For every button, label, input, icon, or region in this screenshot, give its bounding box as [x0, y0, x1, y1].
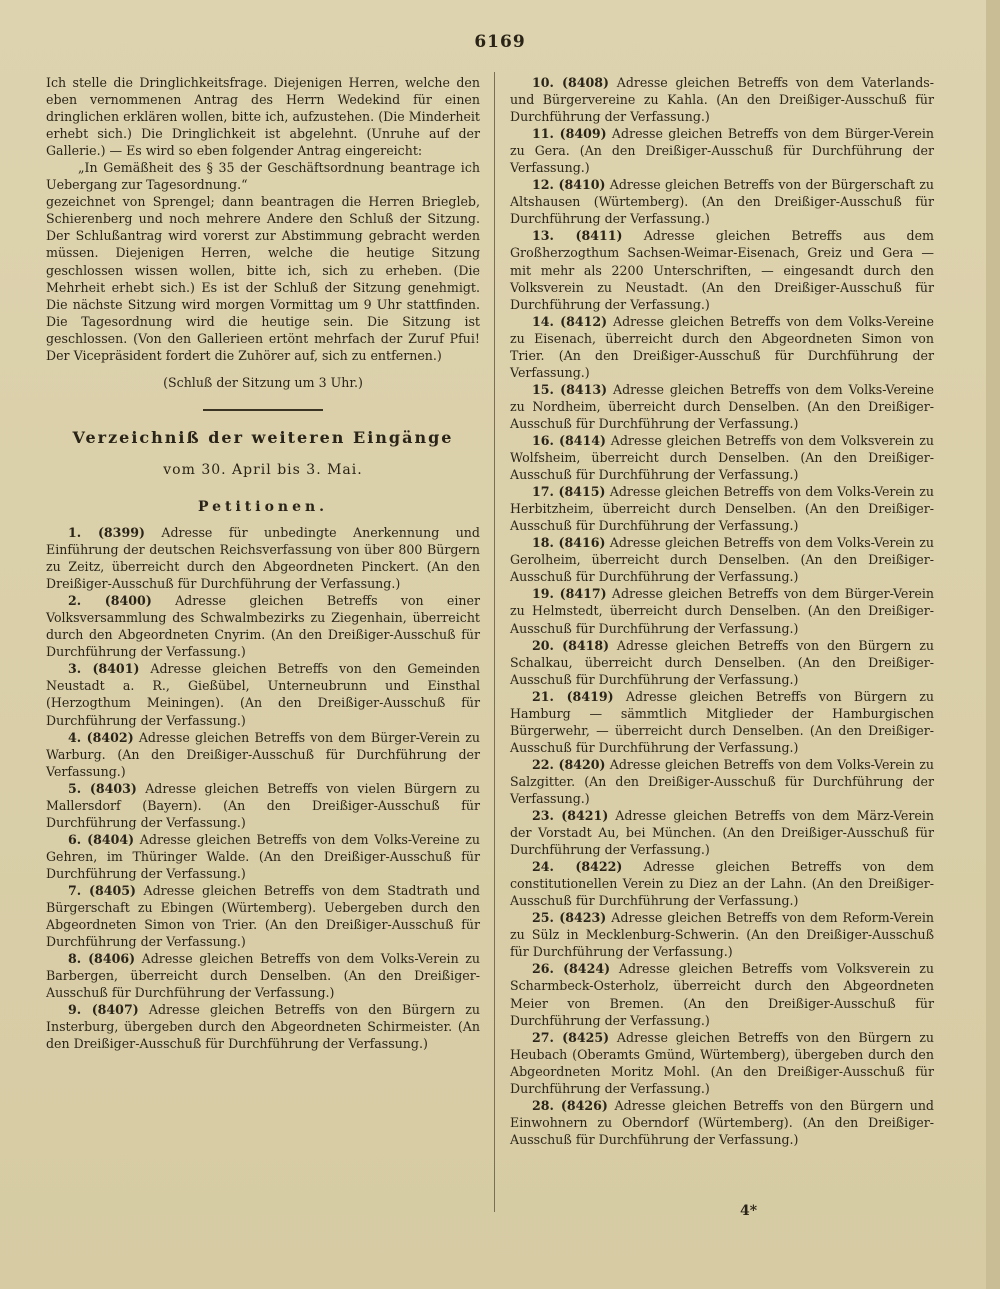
left-entries: [46, 524, 480, 1052]
section-title: Petitionen.: [197, 498, 329, 515]
petition-number: 11. (8409): [532, 126, 607, 142]
petition-entry: [510, 807, 934, 858]
petition-entry: [46, 660, 480, 728]
petition-entry: [46, 780, 480, 831]
petition-entry: [46, 1001, 480, 1052]
petition-number: 24. (8422): [532, 859, 623, 875]
petition-entry: [46, 882, 480, 950]
petition-text: Adresse gleichen Betreffs von dem März-Verein der Vorstadt Au, bei München. (An den Dreißiger-Ausschuß für Durchführung der Verfassung.): [510, 808, 934, 858]
petition-number: 23. (8421): [532, 808, 609, 824]
column-divider: [494, 72, 495, 1212]
petition-number: 7. (8405): [68, 882, 136, 898]
petition-entry: [510, 909, 934, 960]
petition-text: Adresse gleichen Betreffs von dem Reform-Verein zu Sülz in Mecklenburg-Schwerin. (An den Dreißiger-Ausschuß für Durchführung der Verfassung.): [510, 910, 934, 960]
section-separator: [203, 409, 323, 411]
petition-text: Adresse gleichen Betreffs von den Gemeinden Neustadt a. R., Gießübel, Unterneubrunn und Einsthal (Herzogthum Meiningen). (An den Dreißiger-Ausschuß für Durchführung der Verfassung.): [46, 661, 480, 728]
petition-number: 25. (8423): [532, 910, 607, 926]
petition-text: Adresse gleichen Betreffs von einer Volksversammlung des Schwalmbezirks zu Ziegenhain, überreicht durch den Abgeordneten Cnyrim. (An den Dreißiger-Ausschuß für Durchführung der Verfassung.): [46, 593, 480, 660]
petition-entry: [46, 592, 480, 660]
petition-text: Adresse für unbedingte Anerkennung und Einführung der deutschen Reichsverfassung von über 800 Bürgern zu Zeitz, überreicht durch den Abgeordneten Pinckert. (An den Dreißiger-Ausschuß für Durchführung der Verfassung.): [46, 524, 480, 592]
petition-entry: [510, 756, 934, 807]
right-entries: [510, 74, 934, 1148]
petition-entry: [510, 637, 934, 688]
petition-entry: [510, 585, 934, 636]
petition-entry: [510, 1029, 934, 1097]
petition-text: Adresse gleichen Betreffs von den Bürgern zu Insterburg, übergeben durch den Abgeordneten Schirmeister. (An den Dreißiger-Ausschuß für Durchführung der Verfassung.): [46, 1002, 480, 1052]
petition-number: 8. (8406): [68, 951, 136, 967]
petition-text: Adresse gleichen Betreffs von dem Volks-Vereine zu Nordheim, überreicht durch Denselben. (An den Dreißiger-Ausschuß für Durchführung der Verfassung.): [510, 381, 934, 431]
petition-text: Adresse gleichen Betreffs von dem constitutionellen Verein zu Diez an der Lahn. (An den Dreißiger-Ausschuß für Durchführung der Verfassung.): [510, 859, 934, 909]
petition-number: 26. (8424): [532, 961, 611, 977]
petition-text: Adresse gleichen Betreffs von dem Volks-Vereine zu Gehren, im Thüringer Walde. (An den Dreißiger-Ausschuß für Durchführung der Verfassung.): [46, 831, 480, 881]
petition-text: Adresse gleichen Betreffs von dem Volks-Verein zu Barbergen, überreicht durch Denselben. (An den Dreißiger-Ausschuß für Durchführung der Verfassung.): [46, 951, 480, 1001]
petition-text: Adresse gleichen Betreffs von Bürgern zu Hamburg — sämmtlich Mitglieder der Hamburgischen Bürgerwehr, — überreicht durch Denselben. (An den Dreißiger-Ausschuß für Durchführung der Verfassung.): [510, 688, 934, 755]
petition-entry: [510, 688, 934, 756]
petition-number: 17. (8415): [532, 484, 606, 500]
after-quote-paragraph: gezeichnet von Sprengel; dann beantragen die Herren Briegleb, Schierenberg und noch mehrere Andere den Schluß der Sitzung. Der Schlußantrag wird vorerst zur Abstimmung gebracht werden müssen. Diejenigen Herren, welche die heutige Sitzung geschlossen wissen wollen, bitte ich, sich zu erheben. (Die Mehrheit erhebt sich.) Es ist der Schluß der Sitzung genehmigt. Die nächste Sitzung wird morgen Vormittag um 9 Uhr stattfinden. Die Tagesordnung wird die heutige sein. Die Sitzung ist geschlossen. (Von den Gallerieen ertönt mehrfach der Zuruf Pfui! Der Vicepräsident fordert die Zuhörer auf, sich zu entfernen.): [46, 194, 480, 363]
petition-number: 9. (8407): [68, 1002, 139, 1018]
opening-paragraph: Ich stelle die Dringlichkeitsfrage. Diejenigen Herren, welche den eben vernommenen Antrag des Herrn Wedekind für einen dringlichen erklären wollen, bitte ich, aufzustehen. (Die Minderheit erhebt sich.) Die Dringlichkeit ist abgelehnt. (Unruhe auf der Gallerie.) — Es wird so eben folgender Antrag eingereicht:: [46, 75, 480, 159]
petition-number: 18. (8416): [532, 535, 606, 551]
page-number: 6169: [474, 32, 526, 52]
petition-text: Adresse gleichen Betreffs von dem Volks-Verein zu Gerolheim, überreicht durch Denselben. (An den Dreißiger-Ausschuß für Durchführung der Verfassung.): [510, 535, 934, 585]
petition-entry: [510, 534, 934, 585]
petition-text: Adresse gleichen Betreffs von dem Stadtrath und Bürgerschaft zu Ebingen (Würtemberg). Uebergeben durch den Abgeordneten Simon von Trier. (An den Dreißiger-Ausschuß für Durchführung der Verfassung.): [46, 882, 480, 950]
petition-text: Adresse gleichen Betreffs von vielen Bürgern zu Mallersdorf (Bayern). (An den Dreißiger-Ausschuß für Durchführung der Verfassung.): [46, 780, 481, 830]
petition-text: Adresse gleichen Betreffs von dem Volks-Verein zu Salzgitter. (An den Dreißiger-Ausschuß für Durchführung der Verfassung.): [510, 756, 934, 806]
petition-number: 4. (8402): [68, 729, 134, 745]
petition-entry: [510, 483, 934, 534]
petition-text: Adresse gleichen Betreffs von dem Bürger-Verein zu Helmstedt, überreicht durch Denselben. (An den Dreißiger-Ausschuß für Durchführung der Verfassung.): [510, 586, 934, 636]
petition-number: 13. (8411): [532, 228, 623, 244]
petition-text: Adresse gleichen Betreffs von dem Vaterlands- und Bürgervereine zu Kahla. (An den Dreißiger-Ausschuß für Durchführung der Verfassung.): [510, 75, 934, 125]
petition-entry: [510, 960, 934, 1028]
right-column: [510, 74, 934, 1148]
petition-number: 12. (8410): [532, 177, 606, 193]
list-heading: Verzeichniß der weiteren Eingänge: [72, 427, 454, 447]
petition-number: 27. (8425): [532, 1029, 610, 1045]
petition-number: 16. (8414): [532, 432, 607, 448]
petition-entry: [510, 176, 934, 227]
petition-number: 5. (8403): [68, 780, 137, 796]
petition-text: Adresse gleichen Betreffs aus dem Großherzogthum Sachsen-Weimar-Eisenach, Greiz und Gera — mit mehr als 2200 Unterschriften, — eingesandt durch den Volksverein zu Neustadt. (An den Dreißiger-Ausschuß für Durchführung der Verfassung.): [510, 228, 934, 312]
petition-number: 10. (8408): [532, 75, 609, 90]
petition-text: Adresse gleichen Betreffs von dem Bürger-Verein zu Gera. (An den Dreißiger-Ausschuß für Durchführung der Verfassung.): [510, 126, 934, 176]
petition-number: 1. (8399): [68, 524, 145, 540]
petition-text: Adresse gleichen Betreffs von dem Volks-Vereine zu Eisenach, überreicht durch den Abgeordneten Simon von Trier. (An den Dreißiger-Ausschuß für Durchführung der Verfassung.): [510, 313, 934, 380]
petition-number: 3. (8401): [68, 661, 140, 677]
petition-text: Adresse gleichen Betreffs von den Bürgern zu Heubach (Oberamts Gmünd, Würtemberg), übergeben durch den Abgeordneten Moritz Mohl. (An den Dreißiger-Ausschuß für Durchführung der Verfassung.): [510, 1029, 934, 1096]
petition-number: 2. (8400): [68, 593, 152, 609]
petition-entry: [510, 432, 934, 483]
petition-entry: [46, 729, 480, 780]
petition-entry: [46, 950, 480, 1001]
motion-quote: „In Gemäßheit des § 35 der Geschäftsordnung beantrage ich Uebergang zur Tagesordnung.“: [46, 160, 480, 193]
session-closing: (Schluß der Sitzung um 3 Uhr.): [163, 374, 363, 390]
petition-text: Adresse gleichen Betreffs von dem Bürger-Verein zu Warburg. (An den Dreißiger-Ausschuß für Durchführung der Verfassung.): [46, 729, 481, 779]
petition-text: Adresse gleichen Betreffs von den Bürgern zu Schalkau, überreicht durch Denselben. (An den Dreißiger-Ausschuß für Durchführung der Verfassung.): [510, 637, 934, 687]
petition-entry: [510, 313, 934, 381]
petition-number: 15. (8413): [532, 381, 608, 397]
petition-number: 6. (8404): [68, 831, 135, 847]
petition-number: 21. (8419): [532, 688, 614, 704]
petition-entry: [510, 858, 934, 909]
page-edge: [986, 0, 1000, 1289]
petition-entry: [510, 74, 934, 125]
petition-text: Adresse gleichen Betreffs von den Bürgern und Einwohnern zu Oberndorf (Würtemberg). (An den Dreißiger-Ausschuß für Durchführung der Verfassung.): [510, 1097, 934, 1147]
petition-number: 19. (8417): [532, 586, 607, 602]
petition-number: 22. (8420): [532, 756, 606, 772]
petition-entry: [510, 125, 934, 176]
petition-number: 28. (8426): [532, 1097, 608, 1113]
petition-text: Adresse gleichen Betreffs vom Volksverein zu Scharmbeck-Osterholz, überreicht durch den Abgeordneten Meier von Bremen. (An den Dreißiger-Ausschuß für Durchführung der Verfassung.): [510, 961, 934, 1028]
petition-entry: [46, 831, 480, 882]
petition-text: Adresse gleichen Betreffs von der Bürgerschaft zu Altshausen (Würtemberg). (An den Dreißiger-Ausschuß für Durchführung der Verfassung.): [510, 177, 934, 227]
petition-text: Adresse gleichen Betreffs von dem Volksverein zu Wolfsheim, überreicht durch Denselben. (An den Dreißiger-Ausschuß für Durchführung der Verfassung.): [510, 432, 935, 483]
petition-text: Adresse gleichen Betreffs von dem Volks-Verein zu Herbitzheim, überreicht durch Denselben. (An den Dreißiger-Ausschuß für Durchführung der Verfassung.): [510, 484, 934, 534]
signature-mark: 4*: [740, 1203, 758, 1219]
petition-entry: [510, 1097, 934, 1148]
petition-entry: [46, 524, 480, 592]
list-subheading: vom 30. April bis 3. Mai.: [163, 461, 363, 478]
petition-entry: [510, 227, 934, 312]
petition-entry: [510, 381, 934, 432]
petition-number: 20. (8418): [532, 637, 610, 653]
petition-number: 14. (8412): [532, 313, 608, 329]
left-column: [46, 74, 480, 1052]
